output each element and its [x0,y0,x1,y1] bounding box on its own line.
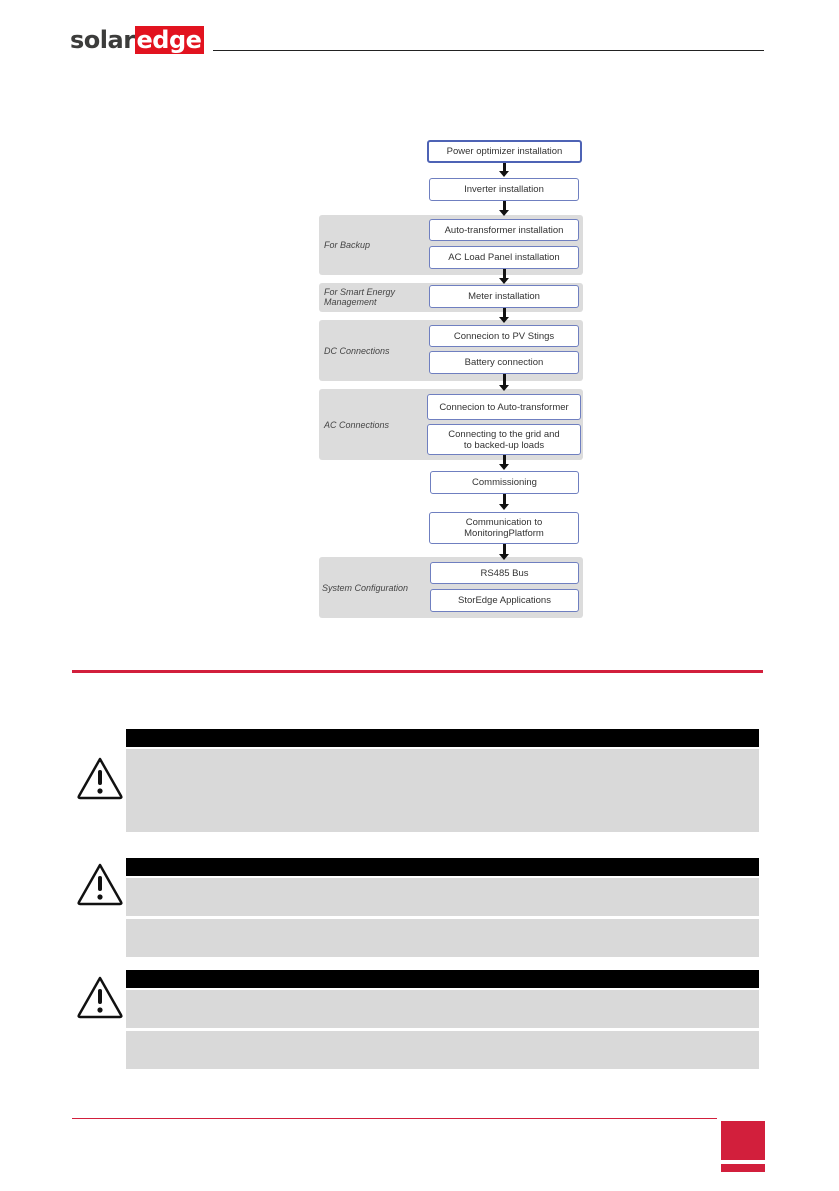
group-label: DC Connections [324,346,390,356]
warning-body [126,919,759,957]
footer-rule [72,1118,717,1119]
flow-step: Connecion to PV Stings [429,325,579,347]
flow-step: Battery connection [429,351,579,374]
logo-solar-text: solar [70,26,135,54]
flow-step: Power optimizer installation [427,140,582,163]
flow-step: Inverter installation [429,178,579,201]
flow-arrow-head [499,504,509,510]
group-label: For Backup [324,240,371,250]
warning-header-bar [126,970,759,988]
flow-arrow-head [499,385,509,391]
flow-step: AC Load Panel installation [429,246,579,269]
flow-step: RS485 Bus [430,562,579,584]
flow-step: Commissioning [430,471,579,494]
warning-header-bar [126,729,759,747]
group-label: For Smart Energy Management [324,287,396,307]
warning-body [126,1031,759,1069]
page-number-box [721,1121,765,1160]
flow-step: Auto-transformer installation [429,219,579,241]
flow-arrow-head [499,278,509,284]
flow-step: Meter installation [429,285,579,308]
section-divider [72,670,763,673]
warning-body [126,749,759,832]
group-label: System Configuration [322,583,409,593]
warning-triangle-icon [76,756,124,800]
flow-arrow-head [499,554,509,560]
flow-arrow-head [499,317,509,323]
warning-body [126,878,759,916]
warning-body [126,990,759,1028]
flow-step: StorEdge Applications [430,589,579,612]
warning-header-bar [126,858,759,876]
flow-step: Connecting to the grid and to backed-up loads [427,424,581,455]
warning-triangle-icon [76,862,124,906]
flow-arrow-head [499,210,509,216]
group-label: AC Connections [324,420,390,430]
flow-step: Connecion to Auto-transformer [427,394,581,420]
flow-arrow-head [499,171,509,177]
footer-bar [721,1164,765,1172]
flow-arrow-head [499,464,509,470]
flow-step: Communication to MonitoringPlatform [429,512,579,544]
logo-edge-text: edge [135,26,205,54]
warning-triangle-icon [76,975,124,1019]
